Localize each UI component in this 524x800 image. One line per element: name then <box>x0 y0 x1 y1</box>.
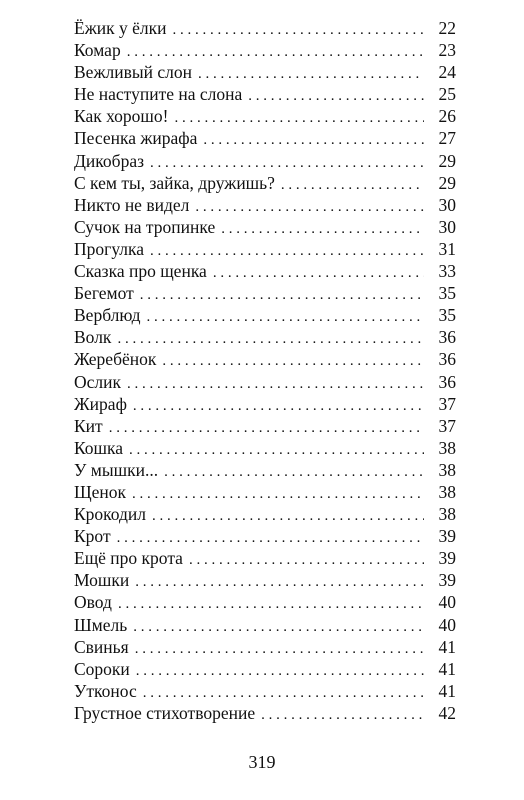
toc-entry-title: Утконос <box>74 680 137 701</box>
dot-leader <box>221 218 424 240</box>
dot-leader <box>162 350 424 372</box>
toc-entry-title: Жираф <box>74 393 127 414</box>
toc-entry-page: 37 <box>438 415 456 436</box>
toc-entry <box>74 525 456 547</box>
dot-leader <box>127 373 424 395</box>
toc-entry-page: 27 <box>438 128 456 149</box>
toc-entry <box>74 172 456 194</box>
dot-leader <box>133 395 424 417</box>
toc-entry-page: 38 <box>438 437 456 458</box>
toc-entry <box>74 326 456 348</box>
toc-entry <box>74 238 456 260</box>
toc-entry-page: 38 <box>438 481 456 502</box>
dot-leader <box>261 704 424 726</box>
toc-entry-page: 35 <box>438 305 456 326</box>
toc-entry-title: Грустное стихотворение <box>74 702 256 723</box>
toc-entry-page: 41 <box>438 658 456 679</box>
toc-entry-page: 42 <box>438 702 456 723</box>
toc-entry <box>74 194 456 216</box>
dot-leader <box>140 284 424 306</box>
toc-entry <box>74 437 456 459</box>
toc-entry-title: Сказка про щенка <box>74 261 207 282</box>
toc-entry-page: 36 <box>438 349 456 370</box>
toc-entry-page: 40 <box>438 614 456 635</box>
toc-entry-page: 29 <box>438 150 456 171</box>
toc-entry <box>74 282 456 304</box>
toc-entry <box>74 61 456 83</box>
toc-entry-title: Ещё про крота <box>74 548 183 569</box>
toc-entry <box>74 216 456 238</box>
toc-entry-title: Вежливый слон <box>74 62 193 83</box>
dot-leader <box>135 638 424 660</box>
toc-entry <box>74 680 456 702</box>
toc-entry-title: Волк <box>74 327 112 348</box>
toc-entry-title: Верблюд <box>74 305 141 326</box>
toc-entry <box>74 614 456 636</box>
toc-entry-title: Никто не видел <box>74 194 190 215</box>
toc-entry-title: Прогулка <box>74 238 145 259</box>
toc-entry <box>74 105 456 127</box>
toc-entry-title: Дикобраз <box>74 150 144 171</box>
toc-entry-title: Шмель <box>74 614 128 635</box>
toc-entry <box>74 415 456 437</box>
toc-entry-title: Жеребёнок <box>74 349 157 370</box>
toc-entry-page: 35 <box>438 283 456 304</box>
toc-entry <box>74 371 456 393</box>
toc-entry-page: 22 <box>438 18 456 38</box>
dot-leader <box>127 41 424 63</box>
toc-entry-title: Щенок <box>74 481 127 502</box>
toc-entry-title: Ослик <box>74 371 122 392</box>
dot-leader <box>152 505 424 527</box>
toc-entry-title: Кит <box>74 415 103 436</box>
toc-entry-page: 40 <box>438 592 456 613</box>
toc-entry-title: У мышки... <box>74 459 159 480</box>
toc-entry-title: Комар <box>74 40 121 61</box>
toc-entry <box>74 636 456 658</box>
dot-leader <box>143 682 424 704</box>
dot-leader <box>109 417 424 439</box>
toc-entry <box>74 393 456 415</box>
toc-entry <box>74 658 456 680</box>
toc-entry-page: 38 <box>438 504 456 525</box>
toc-entry <box>74 304 456 326</box>
dot-leader <box>129 439 424 461</box>
toc-entry-page: 30 <box>438 194 456 215</box>
dot-leader <box>117 527 424 549</box>
dot-leader <box>189 549 424 571</box>
toc-entry <box>74 459 456 481</box>
toc-entry <box>74 702 456 724</box>
toc-entry <box>74 569 456 591</box>
toc-entry <box>74 17 456 39</box>
toc-entry-title: Как хорошо! <box>74 106 169 127</box>
toc-entry <box>74 150 456 172</box>
toc-entry-title: Кошка <box>74 437 124 458</box>
toc-entry-page: 23 <box>438 40 456 61</box>
toc-entry <box>74 591 456 613</box>
toc-entry-page: 26 <box>438 106 456 127</box>
toc-entry-page: 24 <box>438 62 456 83</box>
toc-entry-title: С кем ты, зайка, дружишь? <box>74 172 275 193</box>
page-number: 319 <box>248 752 276 772</box>
dot-leader <box>117 328 424 350</box>
toc-entry-page: 38 <box>438 459 456 480</box>
dot-leader <box>174 107 424 129</box>
toc-entry-title: Овод <box>74 592 112 613</box>
toc-entry-page: 36 <box>438 327 456 348</box>
toc-entry <box>74 83 456 105</box>
toc-entry-page: 39 <box>438 570 456 591</box>
toc-entry <box>74 348 456 370</box>
toc-entry-title: Бегемот <box>74 283 134 304</box>
dot-leader <box>135 571 424 593</box>
toc-entry-page: 31 <box>438 238 456 259</box>
toc-entry-page: 41 <box>438 636 456 657</box>
toc-entry-title: Свинья <box>74 636 129 657</box>
toc-entry <box>74 39 456 61</box>
table-of-contents <box>74 17 456 724</box>
toc-entry <box>74 481 456 503</box>
toc-entry-title: Не наступите на слона <box>74 84 243 105</box>
toc-entry-page: 39 <box>438 526 456 547</box>
toc-entry-title: Ёжик у ёлки <box>74 18 167 38</box>
toc-entry <box>74 547 456 569</box>
toc-entry-title: Крокодил <box>74 504 147 525</box>
toc-entry <box>74 503 456 525</box>
dot-leader <box>150 240 424 262</box>
dot-leader <box>136 660 424 682</box>
toc-entry-page: 25 <box>438 84 456 105</box>
dot-leader <box>195 196 424 218</box>
toc-entry-title: Песенка жирафа <box>74 128 198 149</box>
dot-leader <box>248 85 424 107</box>
dot-leader <box>173 19 424 41</box>
dot-leader <box>281 174 424 196</box>
toc-entry <box>74 127 456 149</box>
toc-entry-page: 33 <box>438 261 456 282</box>
dot-leader <box>198 63 424 85</box>
dot-leader <box>150 152 424 174</box>
dot-leader <box>146 306 424 328</box>
dot-leader <box>118 593 424 615</box>
toc-entry-page: 29 <box>438 172 456 193</box>
dot-leader <box>213 262 424 284</box>
toc-entry-page: 36 <box>438 371 456 392</box>
toc-entry-title: Сороки <box>74 658 130 679</box>
dot-leader <box>133 616 424 638</box>
toc-entry-page: 37 <box>438 393 456 414</box>
toc-entry <box>74 260 456 282</box>
toc-entry-title: Мошки <box>74 570 130 591</box>
toc-entry-title: Крот <box>74 526 111 547</box>
toc-entry-page: 41 <box>438 680 456 701</box>
dot-leader <box>203 129 424 151</box>
toc-entry-page: 39 <box>438 548 456 569</box>
dot-leader <box>132 483 424 505</box>
toc-entry-title: Сучок на тропинке <box>74 216 216 237</box>
dot-leader <box>164 461 424 483</box>
toc-entry-page: 30 <box>438 216 456 237</box>
